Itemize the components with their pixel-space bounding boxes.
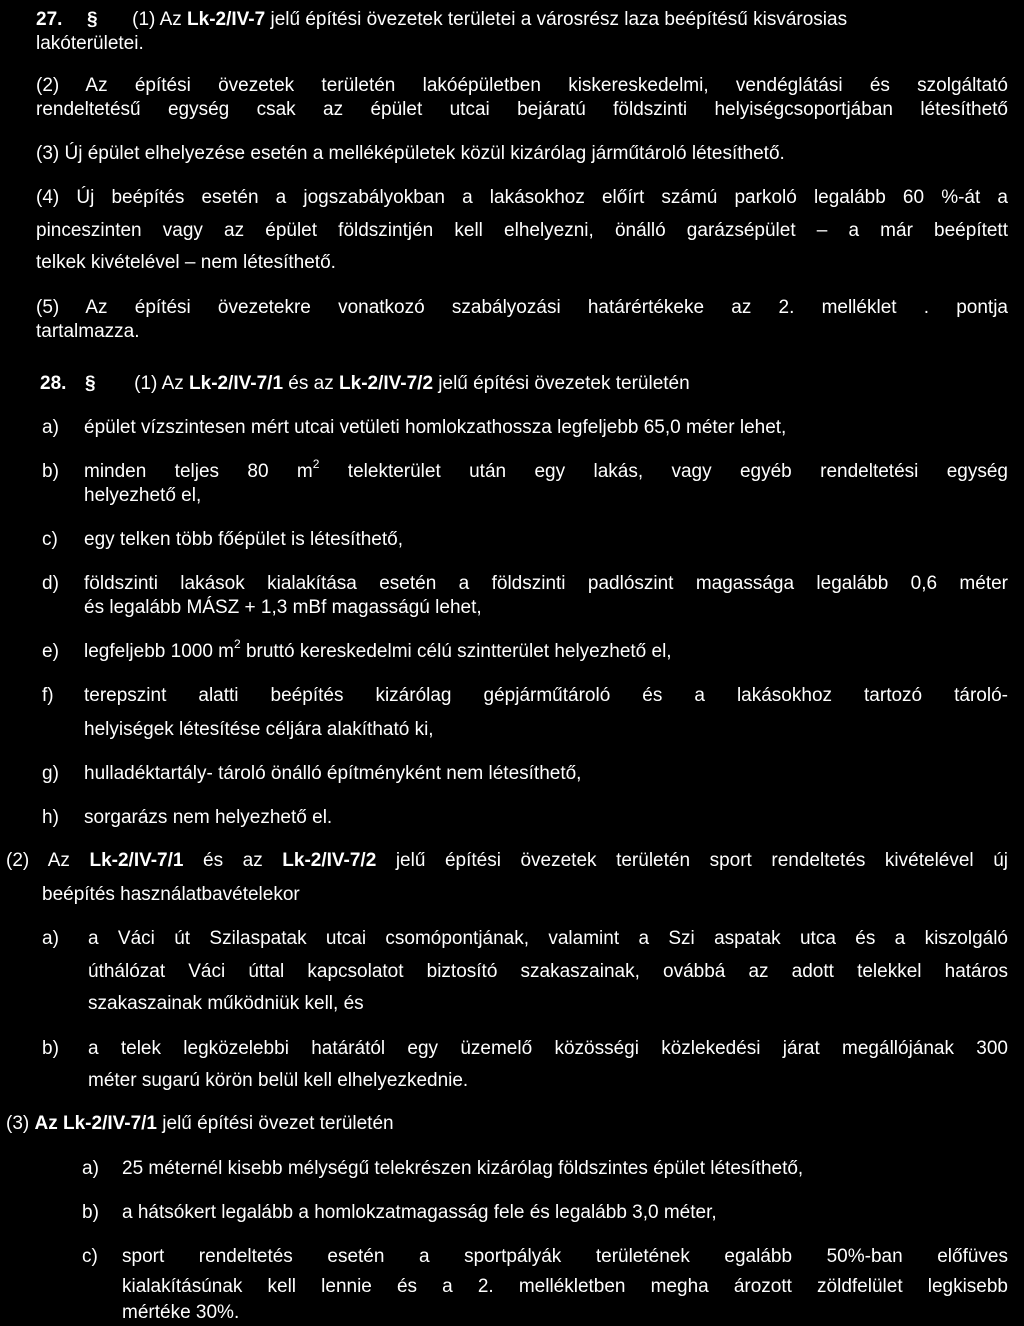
item-text: hulladéktartály- tároló önálló építményként nem létesíthető, (84, 763, 582, 784)
paragraph-line: (3) Új épület elhelyezése esetén a melléképületek közül kizárólag járműtároló létesíthető. (36, 143, 785, 164)
item-text: úthálózat Váci úttal kapcsolatot biztosító szakaszainak, ovábbá az adott telekkel határos (88, 961, 1008, 982)
item-label: d) (42, 573, 59, 594)
item-text: földszinti lakások kialakítása esetén a földszinti padlószint magassága legalább 0,6 méter (84, 573, 1008, 594)
item-label: h) (42, 807, 59, 828)
paragraph-line: (2) Az építési övezetek területén lakóépületben kiskereskedelmi, vendéglátási és szolgáltató (36, 75, 1008, 96)
zone-code: Lk-2/IV-7/1 (89, 850, 184, 871)
item-text: a Váci út Szilaspatak utcai csomópontjának, valamint a Szi aspatak utca és a kiszolgáló (88, 928, 1008, 949)
item-text: sport rendeltetés esetén a sportpályák területének egalább 50%-ban előfüves (122, 1246, 1008, 1267)
paragraph-line: rendeltetésű egység csak az épület utcai bejáratú földszinti helyiségcsoportjában létesíthető (36, 99, 1008, 120)
item-text: helyiségek létesítése céljára alakítható ki, (84, 719, 434, 740)
item-text: szakaszainak működniük kell, és (88, 993, 364, 1014)
superscript: 2 (234, 637, 241, 651)
paragraph-line: tartalmazza. (36, 321, 140, 342)
paragraph-line (6, 849, 1008, 873)
paragraph-text: (1) Az (134, 373, 190, 394)
item-text: terepszint alatti beépítés kizárólag gépjárműtároló és a lakásokhoz tartozó tároló- (84, 685, 1008, 706)
paragraph-text: jelű építési övezetek területei a városrész laza beépítésű kisvárosias (265, 9, 848, 30)
item-text (84, 457, 1008, 484)
item-text: épület vízszintesen mért utcai vetületi homlokzathossza legfeljebb 65,0 méter lehet, (84, 417, 787, 438)
zone-code: Lk-2/IV-7/1 (189, 373, 284, 394)
paragraph-text: jelű építési övezet területén (157, 1113, 394, 1134)
zone-code: Lk-2/IV-7/2 (282, 850, 377, 871)
item-label: b) (82, 1202, 99, 1223)
paragraph-line: beépítés használatbavételekor (42, 884, 300, 905)
item-text-part: minden teljes 80 m (84, 461, 313, 482)
item-label: a) (42, 928, 59, 949)
item-text: méter sugarú körön belül kell elhelyezkednie. (88, 1070, 469, 1091)
item-text: a hátsókert legalább a homlokzatmagasság fele és legalább 3,0 méter, (122, 1202, 717, 1223)
item-label: f) (42, 685, 54, 706)
section-number: 28. (40, 373, 67, 394)
item-label: g) (42, 763, 59, 784)
item-text: sorgarázs nem helyezhető el. (84, 807, 333, 828)
item-text-part: legfeljebb 1000 m (84, 641, 234, 662)
zone-code: Lk-2/IV-7/2 (339, 373, 434, 394)
paragraph-text: jelű építési övezetek területén (433, 373, 690, 394)
item-label: b) (42, 461, 59, 482)
paragraph-line: pinceszinten vagy az épület földszintjén kell elhelyezni, önálló garázsépület – a már beépített (36, 220, 1008, 241)
item-text: kialakításúnak kell lennie és a 2. mellékletben megha ározott zöldfelület legkisebb (122, 1276, 1008, 1297)
paragraph-line: (4) Új beépítés esetén a jogszabályokban a lakásokhoz előírt számú parkoló legalább 60 %-át a (36, 187, 1008, 208)
section-symbol: § (84, 373, 96, 394)
item-label: a) (42, 417, 59, 438)
section-28-header (40, 372, 690, 396)
section-27-header (36, 8, 1008, 32)
item-text-part: telekterület után egy lakás, vagy egyéb rendeltetési egység (319, 461, 1008, 482)
item-text: 25 méternél kisebb mélységű telekrészen kizárólag földszintes épület létesíthető, (122, 1158, 804, 1179)
section-symbol: § (86, 9, 98, 30)
item-text: és legalább MÁSZ + 1,3 mBf magasságú lehet, (84, 597, 482, 618)
item-text: mértéke 30%. (122, 1302, 240, 1323)
item-label: b) (42, 1038, 59, 1059)
paragraph-text: (1) Az (132, 9, 188, 30)
zone-code: Az Lk-2/IV-7/1 (34, 1113, 157, 1134)
item-text-part: bruttó kereskedelmi célú szintterület helyezhető el, (240, 641, 672, 662)
paragraph-text: (3) (6, 1113, 35, 1134)
item-text: a telek legközelebbi határától egy üzemelő közösségi közlekedési járat megállójának 300 (88, 1038, 1008, 1059)
paragraph-line: telkek kivételével – nem létesíthető. (36, 252, 336, 273)
item-label: c) (42, 529, 58, 550)
paragraph-line: lakóterületei. (36, 33, 144, 54)
item-label: c) (82, 1246, 98, 1267)
item-label: a) (82, 1158, 99, 1179)
item-text (84, 637, 672, 664)
zone-code: Lk-2/IV-7 (187, 9, 266, 30)
item-label: e) (42, 641, 59, 662)
paragraph-text: és az (183, 850, 283, 871)
item-text: helyezhető el, (84, 485, 202, 506)
paragraph-line: (5) Az építési övezetekre vonatkozó szabályozási határértékeke az 2. melléklet . pontja (36, 297, 1008, 318)
item-text: egy telken több főépület is létesíthető, (84, 529, 403, 550)
section-number: 27. (36, 9, 63, 30)
paragraph-text: jelű építési övezetek területén sport rendeltetés kivételével új (376, 850, 1008, 871)
paragraph-text: (2) Az (6, 850, 90, 871)
paragraph-line (6, 1112, 394, 1136)
superscript: 2 (312, 457, 320, 471)
paragraph-text: és az (283, 373, 340, 394)
